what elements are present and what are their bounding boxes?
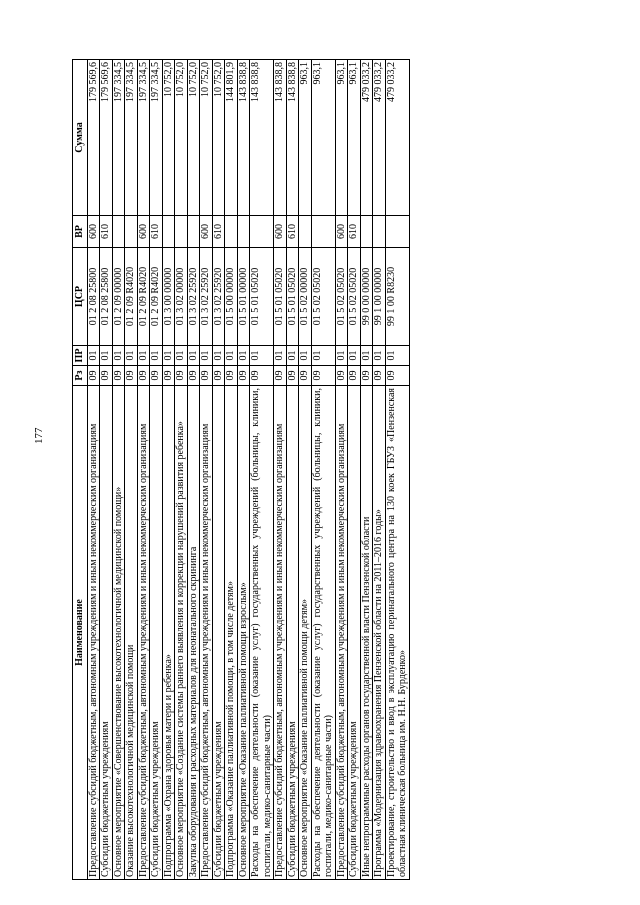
- cell-pr: 01: [225, 346, 238, 366]
- table-row: [360, 60, 373, 880]
- cell-rz: 09: [335, 366, 348, 386]
- cell-vr: 600: [200, 216, 213, 248]
- table-row: [373, 60, 386, 880]
- cell-pr: 01: [175, 346, 188, 366]
- cell-vr: [175, 216, 188, 248]
- cell-vr: [250, 216, 274, 248]
- cell-vr: [237, 216, 250, 248]
- cell-rz: 09: [348, 366, 361, 386]
- cell-vr: [162, 216, 175, 248]
- cell-sum: 963,1: [299, 60, 312, 216]
- cell-sum: 479 033,2: [373, 60, 386, 216]
- table-row: [274, 60, 287, 880]
- table-row: [137, 60, 150, 880]
- cell-name: Субсидии бюджетным учреждениям: [286, 386, 299, 880]
- cell-sum: 479 033,2: [385, 60, 409, 216]
- table-row: [299, 60, 312, 880]
- cell-csr: 01 2 09 00000: [112, 248, 125, 346]
- cell-name: Расходы на обеспечение деятельности (оказание услуг) государственных учреждений (больницы, клиники, госпитали, медико-санитарные части): [311, 386, 335, 880]
- cell-name: Субсидии бюджетным учреждениям: [100, 386, 113, 880]
- cell-sum: 963,1: [311, 60, 335, 216]
- cell-pr: 01: [125, 346, 138, 366]
- cell-csr: 01 2 08 25800: [87, 248, 100, 346]
- cell-rz: 09: [311, 366, 335, 386]
- cell-name: Субсидии бюджетным учреждениям: [212, 386, 225, 880]
- header-pr: ПР: [73, 346, 88, 366]
- table-row: [162, 60, 175, 880]
- cell-rz: 09: [150, 366, 163, 386]
- cell-vr: [360, 216, 373, 248]
- header-csr: ЦСР: [73, 248, 88, 346]
- cell-pr: 01: [187, 346, 200, 366]
- cell-csr: 01 5 02 05020: [335, 248, 348, 346]
- cell-csr: 99 1 00 R8230: [385, 248, 409, 346]
- header-sum: Сумма: [73, 60, 88, 216]
- cell-csr: 01 2 08 25800: [100, 248, 113, 346]
- cell-name: Основное мероприятие «Совершенствование высокотехнологичной медицинской помощи»: [112, 386, 125, 880]
- cell-csr: 99 0 00 00000: [360, 248, 373, 346]
- cell-sum: 197 334,5: [112, 60, 125, 216]
- cell-sum: 10 752,0: [212, 60, 225, 216]
- cell-name: Субсидии бюджетным учреждениям: [150, 386, 163, 880]
- cell-vr: 600: [274, 216, 287, 248]
- cell-pr: 01: [212, 346, 225, 366]
- cell-csr: 01 5 02 05020: [348, 248, 361, 346]
- table-body: [87, 60, 409, 880]
- cell-vr: [125, 216, 138, 248]
- cell-name: Основное мероприятие «Оказание паллиативной помощи детям»: [299, 386, 312, 880]
- cell-pr: 01: [360, 346, 373, 366]
- cell-sum: 179 569,6: [87, 60, 100, 216]
- cell-vr: [373, 216, 386, 248]
- table-row: [286, 60, 299, 880]
- cell-sum: 963,1: [335, 60, 348, 216]
- cell-name: Подпрограмма «Оказание паллиативной помощи, в том числе детям»: [225, 386, 238, 880]
- cell-csr: 01 2 09 R4020: [125, 248, 138, 346]
- cell-sum: 143 838,8: [286, 60, 299, 216]
- cell-sum: 179 569,6: [100, 60, 113, 216]
- cell-sum: 197 334,5: [125, 60, 138, 216]
- cell-rz: 09: [212, 366, 225, 386]
- cell-sum: 479 033,2: [360, 60, 373, 216]
- table-row: [250, 60, 274, 880]
- cell-name: Закупка оборудования и расходных материалов для неонатального скрининга: [187, 386, 200, 880]
- cell-vr: 610: [100, 216, 113, 248]
- cell-sum: 197 334,5: [150, 60, 163, 216]
- table-row: [212, 60, 225, 880]
- cell-sum: 10 752,0: [187, 60, 200, 216]
- cell-pr: 01: [286, 346, 299, 366]
- cell-pr: 01: [385, 346, 409, 366]
- budget-table: [72, 59, 410, 880]
- cell-name: Основное мероприятие «Создание системы раннего выявления и коррекции нарушений развития ребенка»: [175, 386, 188, 880]
- cell-name: Проектирование, строительство и ввод в эксплуатацию перинатального центра на 130 коек ГБУЗ «Пензенская областная клиническая больница им. Н.Н. Бурденко»: [385, 386, 409, 880]
- table-row: [175, 60, 188, 880]
- cell-vr: 610: [348, 216, 361, 248]
- cell-sum: 143 838,8: [237, 60, 250, 216]
- cell-rz: 09: [286, 366, 299, 386]
- cell-csr: 01 5 01 05020: [286, 248, 299, 346]
- cell-csr: 01 3 02 25920: [212, 248, 225, 346]
- table-row: [237, 60, 250, 880]
- cell-name: Предоставление субсидий бюджетным, автономным учреждениям и иным некоммерческим организациям: [87, 386, 100, 880]
- cell-pr: 01: [299, 346, 312, 366]
- cell-vr: [385, 216, 409, 248]
- cell-rz: 09: [250, 366, 274, 386]
- cell-pr: 01: [348, 346, 361, 366]
- cell-pr: 01: [112, 346, 125, 366]
- cell-sum: 10 752,0: [162, 60, 175, 216]
- cell-csr: 01 5 01 05020: [274, 248, 287, 346]
- cell-pr: 01: [87, 346, 100, 366]
- cell-name: Предоставление субсидий бюджетным, автономным учреждениям и иным некоммерческим организациям: [200, 386, 213, 880]
- table-row: [125, 60, 138, 880]
- cell-pr: 01: [335, 346, 348, 366]
- cell-vr: 610: [150, 216, 163, 248]
- cell-sum: 963,1: [348, 60, 361, 216]
- cell-pr: 01: [150, 346, 163, 366]
- header-name: Наименование: [73, 386, 88, 880]
- cell-rz: 09: [274, 366, 287, 386]
- cell-vr: 600: [137, 216, 150, 248]
- cell-csr: 01 5 00 00000: [225, 248, 238, 346]
- cell-sum: 10 752,0: [200, 60, 213, 216]
- cell-rz: 09: [237, 366, 250, 386]
- cell-vr: [112, 216, 125, 248]
- table-row: [311, 60, 335, 880]
- header-vr: ВР: [73, 216, 88, 248]
- cell-rz: 09: [137, 366, 150, 386]
- table-row: [112, 60, 125, 880]
- cell-name: Предоставление субсидий бюджетным, автономным учреждениям и иным некоммерческим организациям: [137, 386, 150, 880]
- cell-name: Оказание высокотехнологичной медицинской помощи: [125, 386, 138, 880]
- cell-rz: 09: [360, 366, 373, 386]
- cell-csr: 01 2 09 R4020: [150, 248, 163, 346]
- table-header-row: [73, 60, 88, 880]
- cell-vr: [225, 216, 238, 248]
- cell-csr: 01 3 02 25920: [200, 248, 213, 346]
- cell-vr: 600: [335, 216, 348, 248]
- cell-vr: 610: [286, 216, 299, 248]
- cell-name: Иные непрограммные расходы органов государственной власти Пензенской области: [360, 386, 373, 880]
- cell-csr: 01 3 02 00000: [175, 248, 188, 346]
- cell-name: Основное мероприятие «Оказание паллиативной помощи взрослым»: [237, 386, 250, 880]
- table-row: [385, 60, 409, 880]
- cell-rz: 09: [162, 366, 175, 386]
- table-row: [200, 60, 213, 880]
- table-row: [335, 60, 348, 880]
- cell-sum: 143 838,8: [250, 60, 274, 216]
- cell-vr: [299, 216, 312, 248]
- table-row: [150, 60, 163, 880]
- cell-csr: 01 5 01 05020: [250, 248, 274, 346]
- cell-vr: [187, 216, 200, 248]
- cell-pr: 01: [100, 346, 113, 366]
- cell-csr: 99 1 00 00000: [373, 248, 386, 346]
- header-rz: Рз: [73, 366, 88, 386]
- cell-pr: 01: [137, 346, 150, 366]
- table-row: [187, 60, 200, 880]
- rotated-page-content: [72, 60, 584, 880]
- cell-pr: 01: [373, 346, 386, 366]
- cell-pr: 01: [250, 346, 274, 366]
- cell-csr: 01 3 02 25920: [187, 248, 200, 346]
- cell-csr: 01 5 01 00000: [237, 248, 250, 346]
- page-number: 177: [33, 427, 45, 444]
- cell-rz: 09: [100, 366, 113, 386]
- table-row: [225, 60, 238, 880]
- cell-rz: 09: [175, 366, 188, 386]
- cell-csr: 01 3 00 00000: [162, 248, 175, 346]
- cell-vr: 610: [212, 216, 225, 248]
- cell-sum: 197 334,5: [137, 60, 150, 216]
- cell-name: Предоставление субсидий бюджетным, автономным учреждениям и иным некоммерческим организациям: [335, 386, 348, 880]
- cell-name: Расходы на обеспечение деятельности (оказание услуг) государственных учреждений (больницы, клиники, госпитали, медико-санитарные части): [250, 386, 274, 880]
- cell-vr: [311, 216, 335, 248]
- cell-name: Программа «Модернизация здравоохранения Пензенской области на 2011–2016 годы»: [373, 386, 386, 880]
- cell-csr: 01 5 02 05020: [311, 248, 335, 346]
- table-row: [100, 60, 113, 880]
- cell-rz: 09: [299, 366, 312, 386]
- cell-pr: 01: [162, 346, 175, 366]
- cell-sum: 10 752,0: [175, 60, 188, 216]
- cell-rz: 09: [112, 366, 125, 386]
- cell-sum: 143 838,8: [274, 60, 287, 216]
- cell-rz: 09: [87, 366, 100, 386]
- cell-name: Подпрограмма «Охрана здоровья матери и ребенка»: [162, 386, 175, 880]
- cell-rz: 09: [200, 366, 213, 386]
- cell-pr: 01: [274, 346, 287, 366]
- cell-pr: 01: [200, 346, 213, 366]
- cell-sum: 144 801,9: [225, 60, 238, 216]
- cell-csr: 01 5 02 00000: [299, 248, 312, 346]
- table-row: [87, 60, 100, 880]
- cell-vr: 600: [87, 216, 100, 248]
- cell-pr: 01: [311, 346, 335, 366]
- table-row: [348, 60, 361, 880]
- cell-csr: 01 2 09 R4020: [137, 248, 150, 346]
- cell-name: Предоставление субсидий бюджетным, автономным учреждениям и иным некоммерческим организациям: [274, 386, 287, 880]
- cell-rz: 09: [187, 366, 200, 386]
- cell-pr: 01: [237, 346, 250, 366]
- cell-rz: 09: [373, 366, 386, 386]
- cell-rz: 09: [385, 366, 409, 386]
- cell-rz: 09: [125, 366, 138, 386]
- cell-rz: 09: [225, 366, 238, 386]
- cell-name: Субсидии бюджетным учреждениям: [348, 386, 361, 880]
